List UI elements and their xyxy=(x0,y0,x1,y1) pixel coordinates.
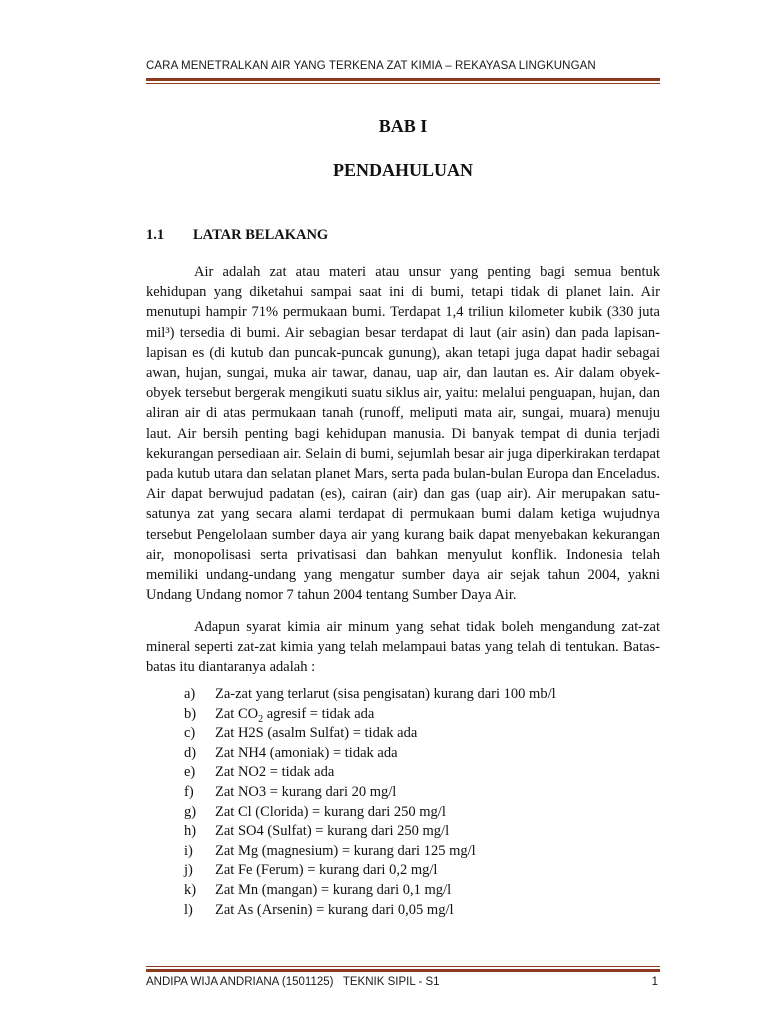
list-item-text: Zat Mg (magnesium) = kurang dari 125 mg/l xyxy=(215,842,476,859)
list-item-text: Za-zat yang terlarut (sisa pengisatan) kurang dari 100 mb/l xyxy=(215,686,556,702)
list-item xyxy=(184,803,654,823)
list-item-text-pre: Zat CO xyxy=(215,705,259,722)
paragraph-requirements-intro: Adapun syarat kimia air minum yang sehat tidak boleh mengandung zat-zat mineral seperti zat-zat kimia yang telah melampaui batas yang telah di tentukan. Batas-batas itu diantaranya adalah : xyxy=(146,619,660,676)
list-item xyxy=(184,705,654,725)
list-item-label: f) xyxy=(184,783,194,800)
list-item xyxy=(184,763,654,783)
list-item-label: g) xyxy=(184,803,197,820)
list-item-label: l) xyxy=(184,901,193,918)
list-item-label: i) xyxy=(184,842,193,859)
list-item xyxy=(184,685,654,705)
list-item-text: Zat SO4 (Sulfat) = kurang dari 250 mg/l xyxy=(215,823,450,840)
list-item xyxy=(184,783,654,803)
requirements-list xyxy=(184,685,654,920)
list-item-text: Zat Fe (Ferum) = kurang dari 0,2 mg/l xyxy=(215,862,438,879)
list-item xyxy=(184,901,654,921)
list-item-label: c) xyxy=(184,725,196,742)
list-item-text: Zat As (Arsenin) = kurang dari 0,05 mg/l xyxy=(215,901,454,918)
list-item xyxy=(184,744,654,764)
list-item xyxy=(184,842,654,862)
list-item-text xyxy=(215,705,374,725)
list-item-label: b) xyxy=(184,705,197,722)
list-item-text: Zat NO3 = kurang dari 20 mg/l xyxy=(215,783,397,800)
list-item xyxy=(184,822,654,842)
list-item xyxy=(184,861,654,881)
list-item-label: e) xyxy=(184,764,196,781)
list-item-label: j) xyxy=(184,862,193,879)
list-item-text: Zat NO2 = tidak ada xyxy=(215,764,335,781)
list-item-text: Zat H2S (asalm Sulfat) = tidak ada xyxy=(215,725,418,742)
list-item-text: Zat NH4 (amoniak) = tidak ada xyxy=(215,744,398,761)
list-item-text: Zat Cl (Clorida) = kurang dari 250 mg/l xyxy=(215,803,446,820)
subscript: 2 xyxy=(258,713,264,725)
chapter-number: BAB I xyxy=(378,116,428,136)
running-header: CARA MENETRALKAN AIR YANG TERKENA ZAT KIMIA – REKAYASA LINGKUNGAN xyxy=(146,60,596,72)
list-item-text-post: agresif = tidak ada xyxy=(263,705,375,722)
footer-rule-thick xyxy=(146,969,660,972)
page-number: 1 xyxy=(651,976,658,988)
list-item-label: d) xyxy=(184,744,197,761)
section-number: 1.1 xyxy=(146,227,165,243)
list-item-label: k) xyxy=(184,881,197,898)
list-item xyxy=(184,724,654,744)
footer-author: ANDIPA WIJA ANDRIANA (1501125) TEKNIK SIPIL - S1 xyxy=(146,976,440,988)
list-item-label: h) xyxy=(184,823,197,840)
list-item-text: Zat Mn (mangan) = kurang dari 0,1 mg/l xyxy=(215,881,452,898)
chapter-title: PENDAHULUAN xyxy=(332,160,473,180)
list-item xyxy=(184,881,654,901)
section-title: LATAR BELAKANG xyxy=(193,227,329,243)
footer-rule-thin xyxy=(146,966,660,967)
list-item-label: a) xyxy=(184,686,196,702)
header-rule-thin xyxy=(146,83,660,84)
paragraph-background: Air adalah zat atau materi atau unsur yang penting bagi semua bentuk kehidupan yang diketahui sampai saat ini di bumi, tetapi tidak di planet lain. Air menutupi hampir 71% permukaan bumi. Terdapat 1,4 triliun kilometer kubik (330 juta mil³) tersedia di bumi. Air sebagian besar terdapat di laut (air asin) dan pada lapisan-lapisan es (di kutub dan puncak-puncak gunung), akan tetapi juga dapat hadir sebagai awan, hujan, sungai, muka air tawar, danau, uap air, dan lautan es. Air dalam obyek-obyek tersebut bergerak mengikuti suatu siklus air, yaitu: melalui penguapan, hujan, dan aliran air di atas permukaan tanah (runoff, meliputi mata air, sungai, muara) menuju laut. Air bersih penting bagi kehidupan manusia. Di banyak tempat di dunia terjadi kekurangan persediaan air. Selain di bumi, sejumlah besar air juga diperkirakan terdapat pada kutub utara dan selatan planet Mars, serta pada bulan-bulan Europa dan Enceladus. Air dapat berwujud padatan (es), cairan (air) dan gas (uap air). Air merupakan satu-satunya zat yang secara alami terdapat di permukaan bumi dalam ketiga wujudnya tersebut Pengelolaan sumber daya air yang kurang baik dapat menyebakan kekurangan air, monopolisasi serta privatisasi dan bahkan menyulut konflik. Indonesia telah memiliki undang-undang yang mengatur sumber daya air sejak tahun 2004, yakni Undang Undang nomor 7 tahun 2004 tentang Sumber Daya Air. xyxy=(146,264,660,604)
header-rule-thick xyxy=(146,78,660,81)
